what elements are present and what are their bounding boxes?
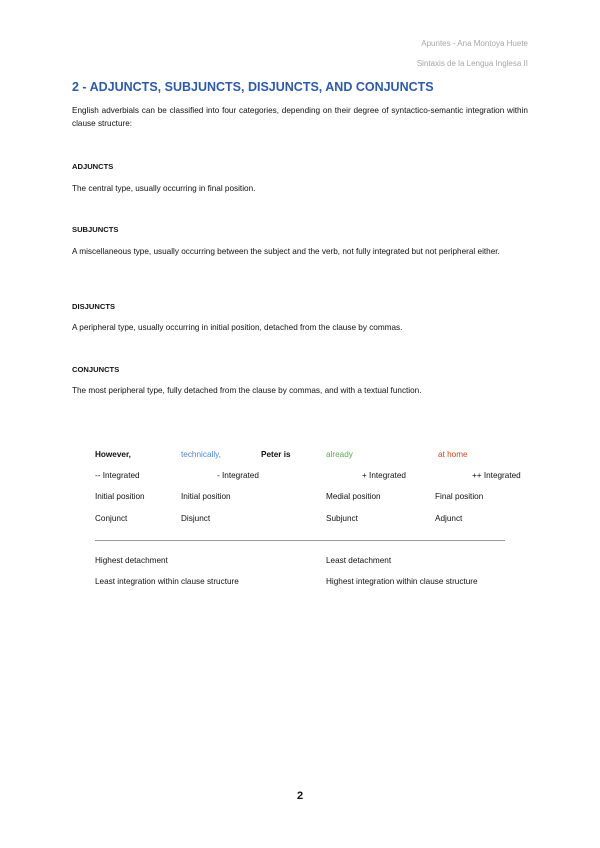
divider-line	[95, 540, 505, 541]
integration-adjunct: ++ Integrated	[472, 471, 521, 480]
summary-least-detachment: Least detachment	[326, 556, 392, 565]
summary-highest-integration: Highest integration within clause structure	[326, 577, 478, 586]
heading-adjuncts: ADJUNCTS	[72, 162, 114, 171]
example-word-peter-is: Peter is	[261, 450, 291, 459]
running-header-course: Sintaxis de la Lengua Inglesa II	[416, 59, 528, 68]
type-subjunct: Subjunct	[326, 514, 358, 523]
text-conjuncts: The most peripheral type, fully detached from the clause by commas, and with a textual function.	[72, 386, 422, 395]
heading-disjuncts: DISJUNCTS	[72, 302, 116, 311]
position-conjunct: Initial position	[95, 492, 145, 501]
position-disjunct: Initial position	[181, 492, 231, 501]
text-subjuncts: A miscellaneous type, usually occurring between the subject and the verb, not fully integrated but not peripheral either.	[72, 247, 500, 256]
example-word-at-home: at home	[438, 450, 468, 459]
type-disjunct: Disjunct	[181, 514, 211, 523]
intro-paragraph: English adverbials can be classified into four categories, depending on their degree of syntactico-semantic integration within clause structure:	[72, 106, 528, 128]
type-conjunct: Conjunct	[95, 514, 128, 523]
integration-conjunct: -- Integrated	[95, 471, 140, 480]
position-subjunct: Medial position	[326, 492, 381, 501]
summary-highest-detachment: Highest detachment	[95, 556, 168, 565]
type-adjunct: Adjunct	[435, 514, 463, 523]
summary-least-integration: Least integration within clause structure	[95, 577, 239, 586]
example-word-already: already	[326, 450, 353, 459]
position-adjunct: Final position	[435, 492, 484, 501]
text-adjuncts: The central type, usually occurring in final position.	[72, 184, 256, 193]
heading-conjuncts: CONJUNCTS	[72, 365, 120, 374]
heading-subjuncts: SUBJUNCTS	[72, 225, 119, 234]
running-header-author: Apuntes - Ana Montoya Huete	[421, 39, 528, 48]
example-word-however: However,	[95, 450, 131, 459]
integration-disjunct: - Integrated	[217, 471, 259, 480]
text-disjuncts: A peripheral type, usually occurring in initial position, detached from the clause by commas.	[72, 323, 403, 332]
section-title: 2 - ADJUNCTS, SUBJUNCTS, DISJUNCTS, AND CONJUNCTS	[72, 80, 434, 94]
example-word-technically: technically,	[181, 450, 221, 459]
page-number: 2	[296, 790, 304, 802]
integration-subjunct: + Integrated	[362, 471, 406, 480]
